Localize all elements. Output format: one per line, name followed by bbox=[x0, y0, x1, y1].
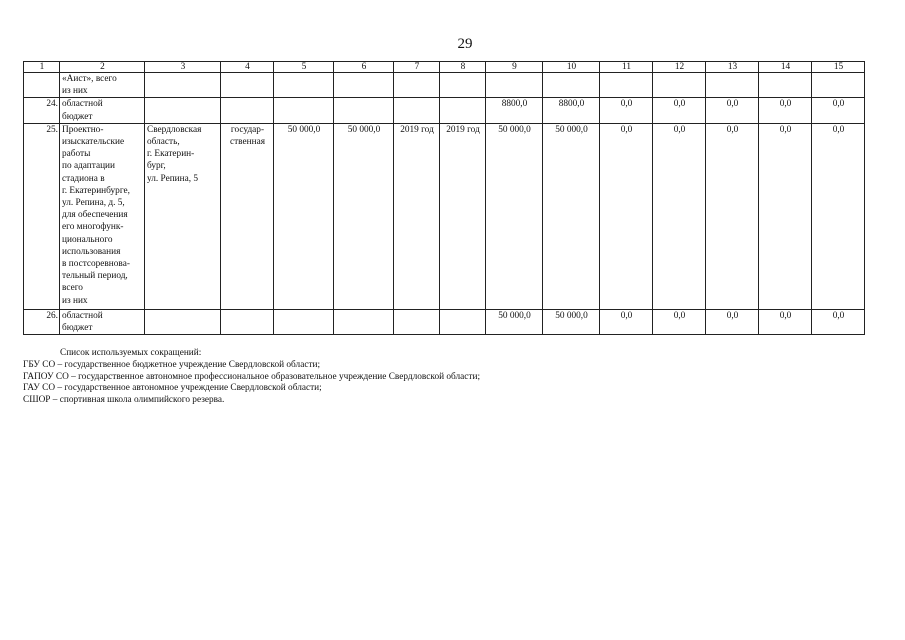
object-name: «Аист», всего из них bbox=[60, 73, 145, 98]
row-number: 26. bbox=[24, 309, 60, 334]
page-number: 29 bbox=[457, 36, 473, 52]
table-cell bbox=[759, 73, 812, 98]
table-row bbox=[24, 98, 865, 123]
table-cell: 50 000,0 bbox=[274, 123, 334, 309]
table-cell: 8800,0 bbox=[543, 98, 600, 123]
column-header: 13 bbox=[706, 62, 759, 73]
table-cell: 0,0 bbox=[759, 98, 812, 123]
table-cell: 0,0 bbox=[706, 98, 759, 123]
table-row bbox=[24, 309, 865, 334]
table-cell: 50 000,0 bbox=[334, 123, 394, 309]
table-cell: 0,0 bbox=[759, 123, 812, 309]
budget-table bbox=[23, 61, 865, 335]
table-cell bbox=[653, 73, 706, 98]
table-cell: 0,0 bbox=[812, 123, 865, 309]
table-cell: 2019 год bbox=[394, 123, 440, 309]
table-cell: 0,0 bbox=[812, 309, 865, 334]
table-cell bbox=[440, 73, 486, 98]
column-header: 10 bbox=[543, 62, 600, 73]
table-cell: 50 000,0 bbox=[543, 123, 600, 309]
row-number bbox=[24, 73, 60, 98]
ownership: государ- ственная bbox=[221, 123, 274, 309]
column-header: 5 bbox=[274, 62, 334, 73]
ownership bbox=[221, 309, 274, 334]
table-cell bbox=[274, 98, 334, 123]
location: Свердловская область, г. Екатерин- бург, ул. Репина, 5 bbox=[145, 123, 221, 309]
object-name: областной бюджет bbox=[60, 309, 145, 334]
column-header: 6 bbox=[334, 62, 394, 73]
column-number-row bbox=[24, 62, 865, 73]
table-cell bbox=[274, 309, 334, 334]
table-cell: 8800,0 bbox=[486, 98, 543, 123]
abbreviation-item: ГАУ СО – государственное автономное учреждение Свердловской области; bbox=[23, 383, 322, 394]
table-cell: 0,0 bbox=[812, 98, 865, 123]
table-cell: 0,0 bbox=[653, 309, 706, 334]
abbreviation-item: ГАПОУ СО – государственное автономное профессиональное образовательное учреждение Свердловской области; bbox=[23, 371, 481, 382]
column-header: 15 bbox=[812, 62, 865, 73]
table-cell: 0,0 bbox=[600, 309, 653, 334]
object-name: областной бюджет bbox=[60, 98, 145, 123]
table-cell: 0,0 bbox=[759, 309, 812, 334]
column-header: 8 bbox=[440, 62, 486, 73]
column-header: 1 bbox=[24, 62, 60, 73]
table-cell: 0,0 bbox=[600, 98, 653, 123]
column-header: 7 bbox=[394, 62, 440, 73]
column-header: 9 bbox=[486, 62, 543, 73]
table-cell bbox=[812, 73, 865, 98]
table-cell: 50 000,0 bbox=[486, 309, 543, 334]
table-cell: 0,0 bbox=[653, 98, 706, 123]
table-cell bbox=[543, 73, 600, 98]
table-cell bbox=[334, 309, 394, 334]
table-row bbox=[24, 123, 865, 309]
object-name: Проектно- изыскательские работы по адаптации стадиона в г. Екатеринбурге, ул. Репина, д. 5, для обеспечения его многофунк- ционального использования в постсоревнова- тельный период, всего из них bbox=[60, 123, 145, 309]
table-cell: 0,0 bbox=[706, 123, 759, 309]
location bbox=[145, 98, 221, 123]
row-number: 25. bbox=[24, 123, 60, 309]
table-cell bbox=[394, 309, 440, 334]
column-header: 14 bbox=[759, 62, 812, 73]
table-cell bbox=[394, 73, 440, 98]
table-cell: 50 000,0 bbox=[486, 123, 543, 309]
table-cell bbox=[706, 73, 759, 98]
table-row bbox=[24, 73, 865, 98]
table-cell bbox=[274, 73, 334, 98]
table-cell bbox=[440, 98, 486, 123]
row-number: 24. bbox=[24, 98, 60, 123]
table-cell bbox=[334, 73, 394, 98]
column-header: 3 bbox=[145, 62, 221, 73]
table-cell: 0,0 bbox=[600, 123, 653, 309]
table-cell: 2019 год bbox=[440, 123, 486, 309]
table-cell bbox=[440, 309, 486, 334]
table-cell: 50 000,0 bbox=[543, 309, 600, 334]
column-header: 11 bbox=[600, 62, 653, 73]
abbreviation-list bbox=[23, 348, 480, 407]
location bbox=[145, 309, 221, 334]
ownership bbox=[221, 98, 274, 123]
table-cell bbox=[486, 73, 543, 98]
table-cell bbox=[334, 98, 394, 123]
column-header: 4 bbox=[221, 62, 274, 73]
abbreviation-item: СШОР – спортивная школа олимпийского резерва. bbox=[23, 395, 225, 406]
location bbox=[145, 73, 221, 98]
table-cell: 0,0 bbox=[653, 123, 706, 309]
abbreviation-intro: Список используемых сокращений: bbox=[60, 348, 202, 358]
column-header: 12 bbox=[653, 62, 706, 73]
column-header: 2 bbox=[60, 62, 145, 73]
table-cell bbox=[600, 73, 653, 98]
abbreviation-item: ГБУ СО – государственное бюджетное учреждение Свердловской области; bbox=[23, 359, 321, 370]
table-cell bbox=[394, 98, 440, 123]
ownership bbox=[221, 73, 274, 98]
table-cell: 0,0 bbox=[706, 309, 759, 334]
